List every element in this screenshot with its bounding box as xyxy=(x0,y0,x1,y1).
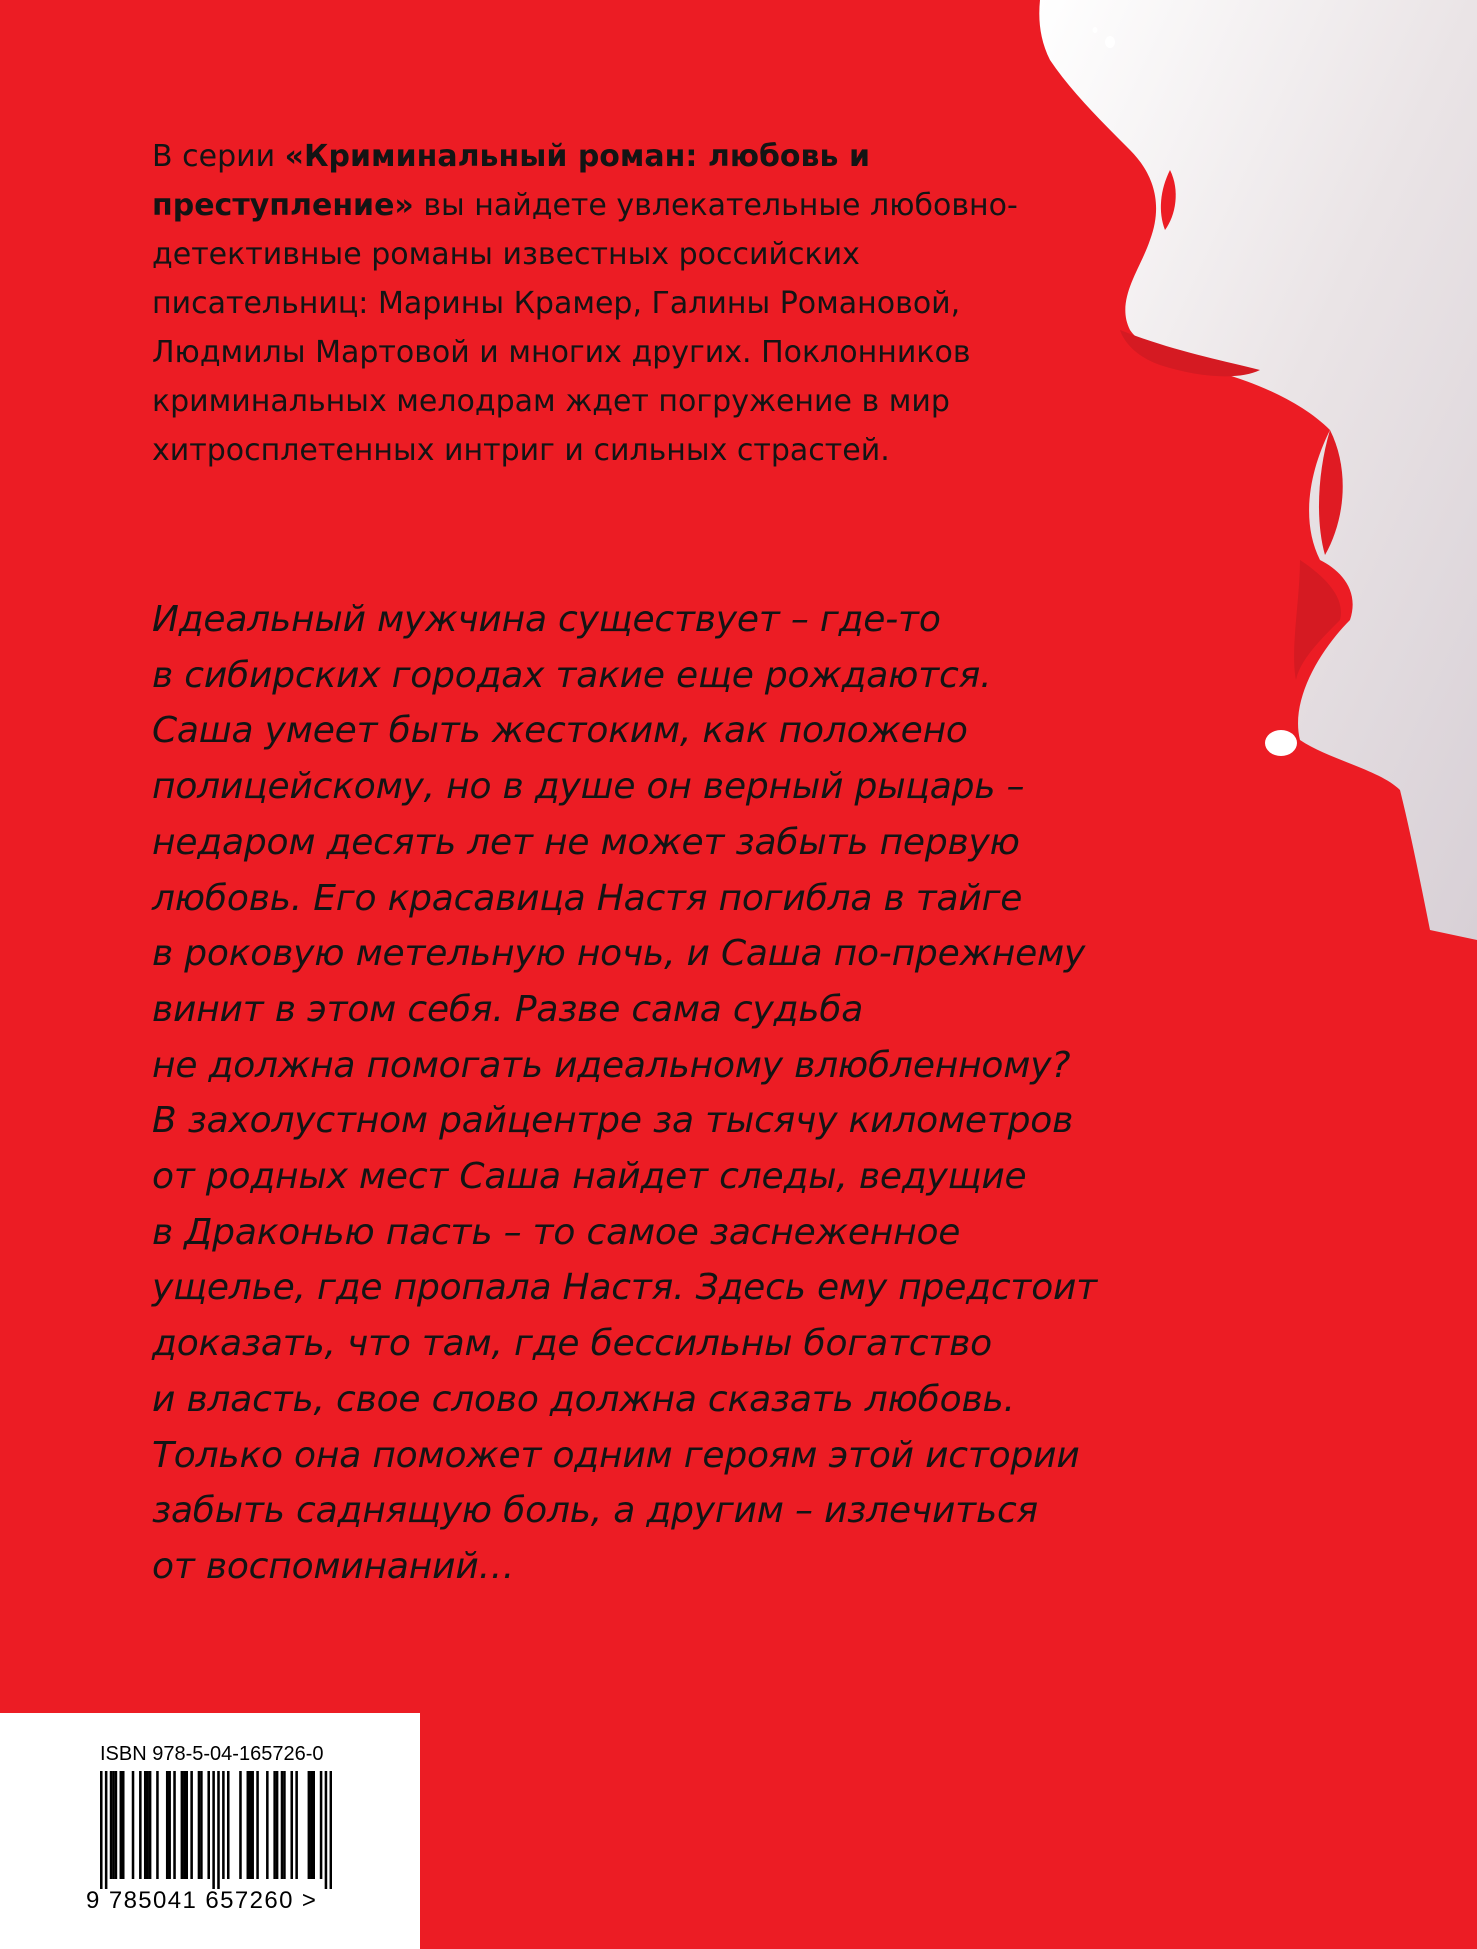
barcode-bar xyxy=(239,1771,242,1879)
barcode-bar xyxy=(227,1771,230,1879)
series-prefix: В серии xyxy=(152,139,285,174)
barcode-bar xyxy=(149,1771,152,1879)
barcode-bar xyxy=(330,1771,332,1889)
barcode-bar xyxy=(173,1771,176,1879)
barcode-icon xyxy=(100,1771,332,1889)
barcode-bar xyxy=(181,1771,184,1879)
annotation-line: Только она поможет одним героям этой истории xyxy=(152,1434,1080,1476)
barcode-bar xyxy=(100,1771,103,1889)
annotation-line: не должна помогать идеальному влюбленному? xyxy=(152,1044,1071,1086)
barcode-bar xyxy=(146,1771,149,1879)
barcode-bar xyxy=(266,1771,269,1879)
barcode-bar xyxy=(122,1771,125,1879)
barcode-bar xyxy=(166,1771,169,1879)
annotation-line: В захолустном райцентре за тысячу километров xyxy=(152,1100,1074,1142)
barcode-bar xyxy=(207,1771,210,1879)
isbn-label: ISBN 978-5-04-165726-0 xyxy=(100,1743,324,1765)
barcode-bar xyxy=(310,1771,313,1879)
barcode-bar xyxy=(217,1771,220,1889)
annotation-line: и власть, свое слово должна сказать любовь. xyxy=(152,1378,1015,1420)
barcode-bar xyxy=(115,1771,118,1879)
barcode-bar xyxy=(185,1771,188,1879)
barcode-bar xyxy=(295,1771,298,1879)
barcode-bar xyxy=(212,1771,215,1889)
annotation-line: Идеальный мужчина существует – где-то xyxy=(152,599,941,640)
annotation-line: доказать, что там, где бессильны богатство xyxy=(152,1323,992,1365)
barcode-bar xyxy=(251,1771,254,1879)
annotation-line: ущелье, где пропала Настя. Здесь ему предстоит xyxy=(152,1267,1097,1309)
barcode-bar xyxy=(222,1771,225,1879)
barcode-bar xyxy=(156,1771,159,1879)
annotation-line: полицейскому, но в душе он верный рыцарь – xyxy=(152,766,1025,808)
series-name: «Криминальный роман: любовь и преступление» xyxy=(152,139,870,223)
barcode-bar xyxy=(283,1771,286,1879)
series-description xyxy=(152,132,1052,475)
barcode-bar xyxy=(281,1771,284,1879)
annotation-line: от родных мест Саша найдет следы, ведущие xyxy=(152,1156,1027,1198)
barcode-bar xyxy=(110,1771,113,1879)
barcode-bar xyxy=(144,1771,147,1879)
barcode-bar xyxy=(312,1771,315,1879)
annotation-line: винит в этом себя. Разве сама судьба xyxy=(152,988,864,1030)
barcode-bar xyxy=(190,1771,193,1879)
annotation-line: недаром десять лет не может забыть первую xyxy=(152,821,1020,863)
annotation-line: забыть саднящую боль, а другим – излечиться xyxy=(152,1490,1039,1532)
barcode-bar xyxy=(168,1771,171,1879)
annotation-line: в сибирских городах такие еще рождаются. xyxy=(152,654,992,696)
barcode-bar xyxy=(132,1771,135,1879)
barcode-bar xyxy=(105,1771,108,1889)
annotation-line: любовь. Его красавица Настя погибла в тайге xyxy=(152,877,1023,919)
series-rest: вы найдете увлекательные любовно-детективные романы известных российских писательниц: Марины Крамер, Галины Романовой, Людмилы Мартовой и многих других. Поклонников криминальных мелодрам ждет погружение в мир хитросплетенных интриг и сильных страстей. xyxy=(152,188,1018,468)
barcode-bar xyxy=(120,1771,123,1879)
barcode-bar xyxy=(200,1771,203,1879)
annotation-line: Саша умеет быть жестоким, как положено xyxy=(152,710,968,752)
barcode-bar xyxy=(198,1771,201,1879)
barcode-bar xyxy=(290,1771,293,1879)
barcode-bar xyxy=(112,1771,115,1879)
barcode-bar xyxy=(247,1771,250,1879)
barcode-bar xyxy=(325,1771,328,1889)
barcode-bar xyxy=(139,1771,142,1879)
barcode-bar xyxy=(320,1771,323,1879)
barcode-bar xyxy=(249,1771,252,1879)
barcode-digits: 9 785041 657260 > xyxy=(86,1887,318,1914)
barcode-bar xyxy=(276,1771,279,1879)
annotation-line: в роковую метельную ночь, и Саша по-прежнему xyxy=(152,933,1086,975)
barcode-bar xyxy=(256,1771,259,1879)
annotation-line: от воспоминаний… xyxy=(152,1545,515,1587)
barcode-bar xyxy=(183,1771,186,1879)
annotation-line: в Драконью пасть – то самое заснеженное xyxy=(152,1211,961,1253)
barcode-bar xyxy=(273,1771,276,1879)
isbn-panel xyxy=(0,1713,420,1949)
book-annotation xyxy=(152,592,1192,1595)
barcode-bar xyxy=(308,1771,311,1879)
